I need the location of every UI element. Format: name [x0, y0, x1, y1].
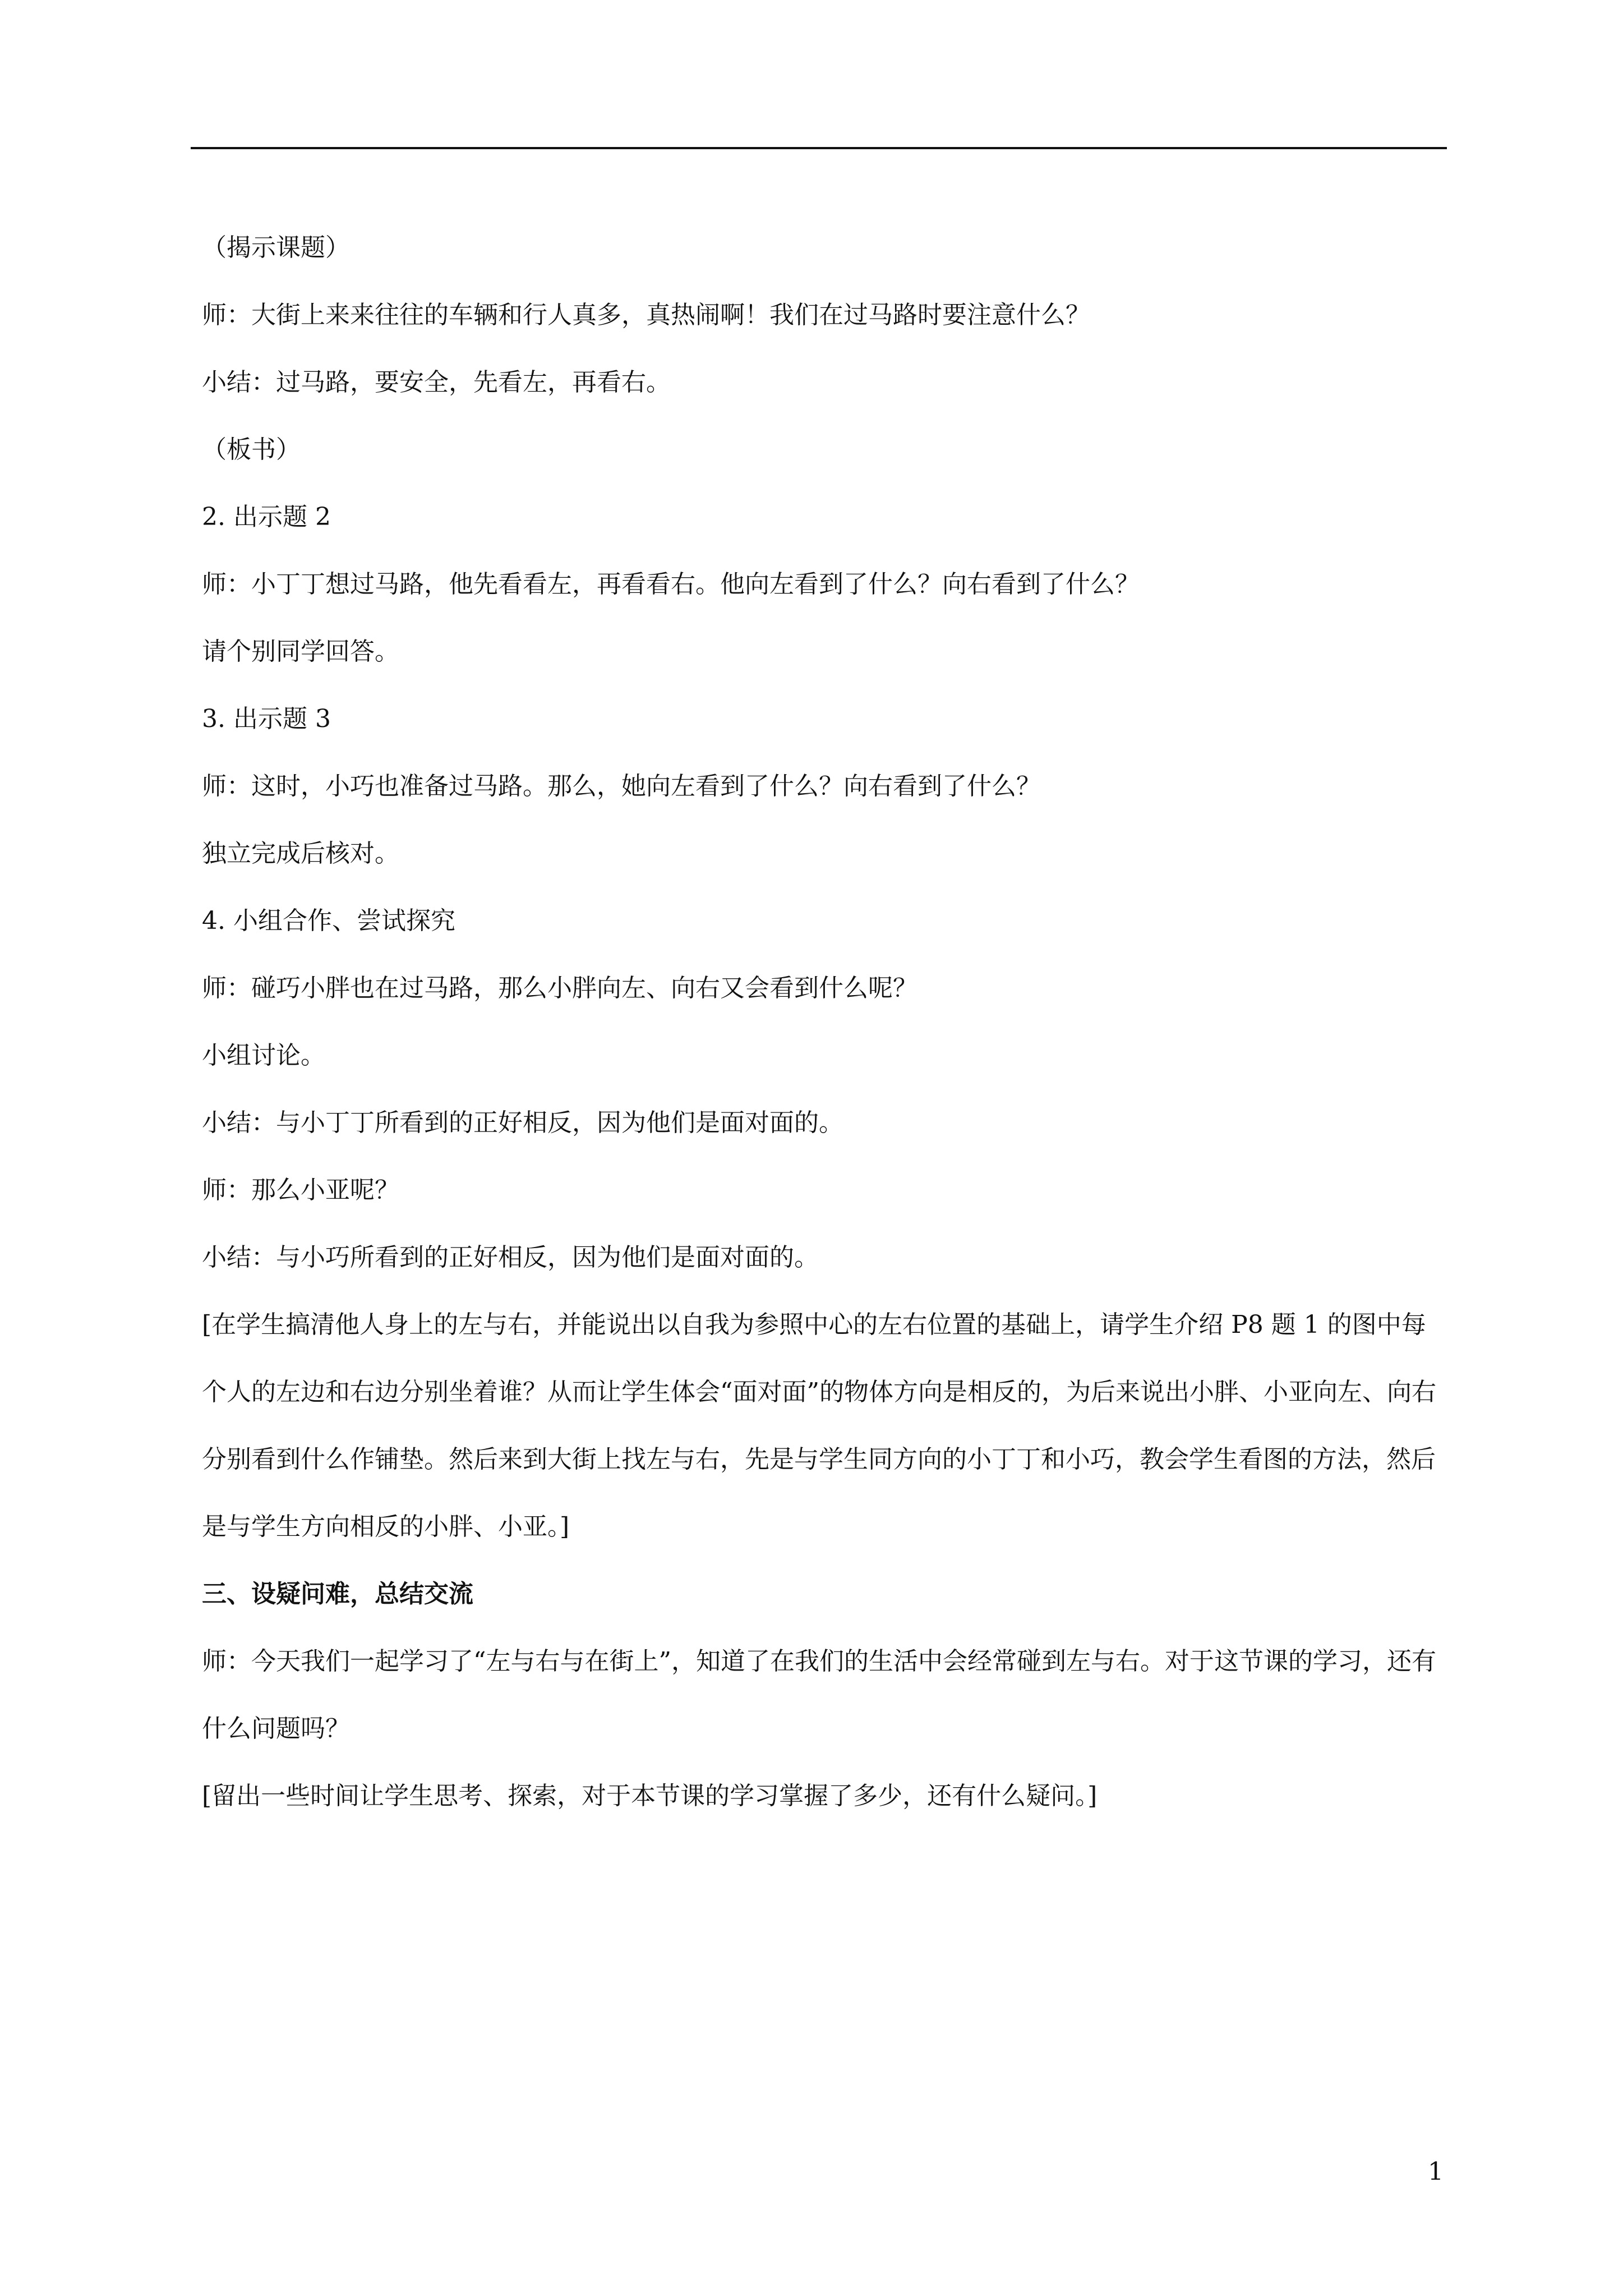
paragraph-item-4: 4. 小组合作、尝试探究 — [202, 907, 455, 935]
paragraph-individual-answer: 请个别同学回答。 — [202, 637, 399, 666]
paragraph-blackboard: （板书） — [202, 435, 301, 464]
paragraph-summary-opposite-2: 小结：与小巧所看到的正好相反，因为他们是面对面的。 — [202, 1243, 819, 1272]
paragraph-xiaoqiao: 师：这时，小巧也准备过马路。那么，她向左看到了什么？向右看到了什么？ — [202, 772, 1041, 800]
header-rule — [191, 147, 1447, 149]
paragraph-summary-crossing: 小结：过马路，要安全，先看左，再看右。 — [202, 368, 671, 397]
paragraph-teaching-note: [在学生搞清他人身上的左与右，并能说出以自我为参照中心的左右位置的基础上，请学生介绍 P8 题 1 的图中每个人的左边和右边分别坐着谁？从而让学生体会“面对面”的物体方向是相反的，为后来说出小胖、小亚向左、向右分别看到什么作铺垫。然后来到大街上找左与右，先是与学生同方向的小丁丁和小巧，教会学生看图的方法，然后是与学生方向相反的小胖、小亚。] — [202, 1310, 1436, 1541]
page-number: 1 — [1428, 2157, 1444, 2186]
paragraph-teacher-question: 师：大街上来来往往的车辆和行人真多，真热闹啊！我们在过马路时要注意什么？ — [202, 301, 1090, 329]
paragraph-check: 独立完成后核对。 — [202, 839, 399, 868]
paragraph-group-discussion: 小组讨论。 — [202, 1041, 325, 1070]
paragraph-summary-opposite-1: 小结：与小丁丁所看到的正好相反，因为他们是面对面的。 — [202, 1108, 843, 1137]
paragraph-xiaodingding: 师：小丁丁想过马路，他先看看左，再看看右。他向左看到了什么？向右看到了什么？ — [202, 570, 1140, 599]
paragraph-reflection-note: [留出一些时间让学生思考、探索，对于本节课的学习掌握了多少，还有什么疑问。] — [202, 1782, 1098, 1810]
paragraph-item-3: 3. 出示题 3 — [202, 705, 331, 733]
paragraph-reveal-topic: （揭示课题） — [202, 233, 350, 262]
section-heading-3: 三、设疑问难，总结交流 — [202, 1580, 473, 1608]
paragraph-xiaopang: 师：碰巧小胖也在过马路，那么小胖向左、向右又会看到什么呢？ — [202, 974, 917, 1002]
paragraph-xiaoya: 师：那么小亚呢？ — [202, 1176, 399, 1204]
paragraph-today-review: 师：今天我们一起学习了“左与右与在街上”，知道了在我们的生活中会经常碰到左与右。对于这节课的学习，还有什么问题吗？ — [202, 1647, 1436, 1743]
document-body — [202, 214, 1447, 1830]
paragraph-item-2: 2. 出示题 2 — [202, 503, 331, 531]
